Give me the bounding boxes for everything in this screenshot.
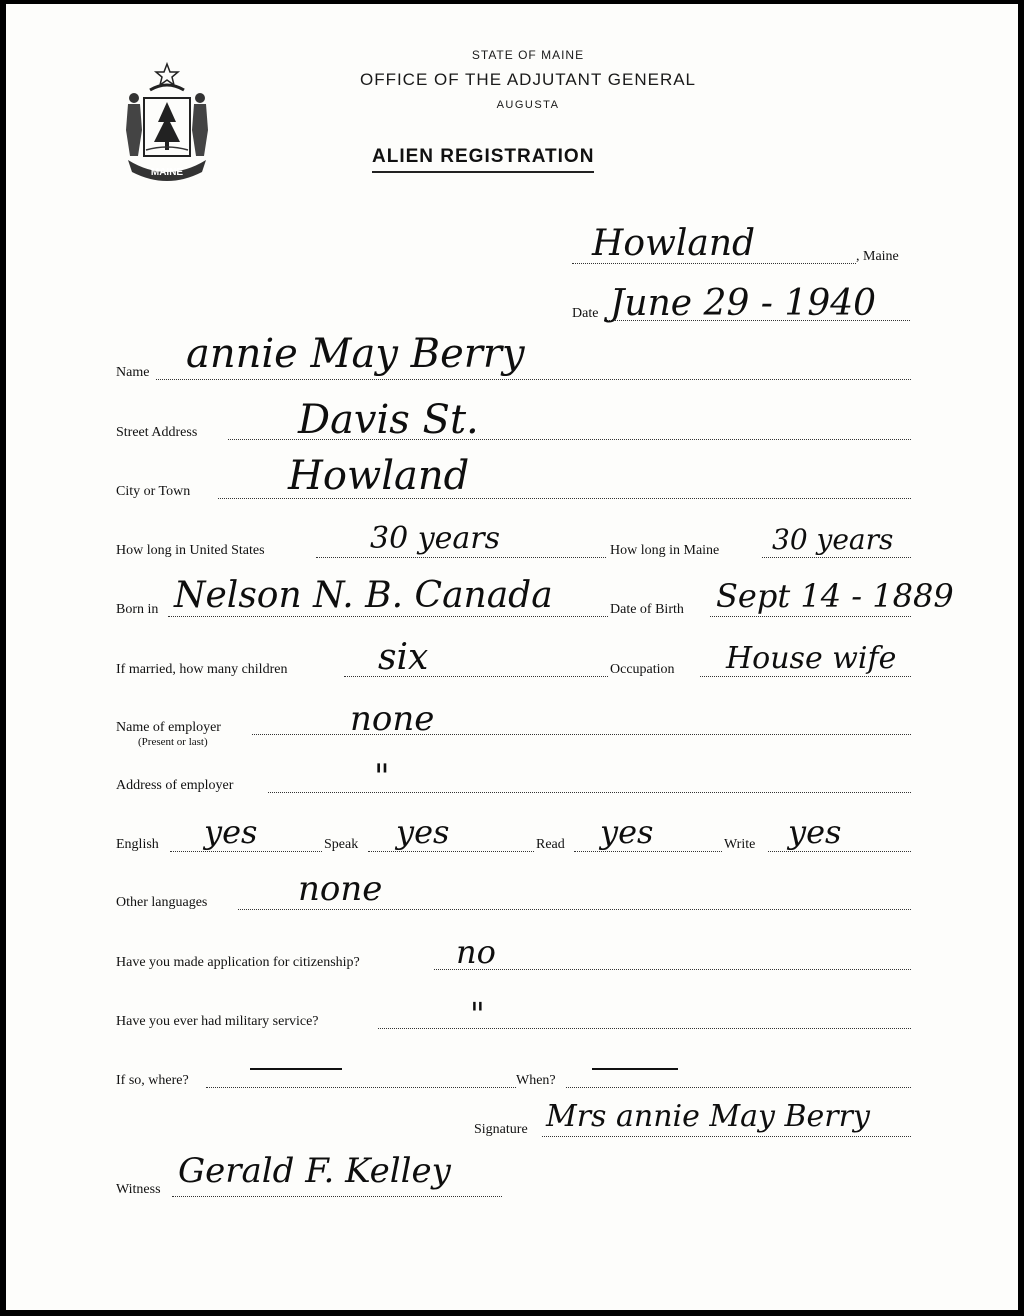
city-heading: AUGUSTA: [496, 99, 560, 111]
occupation-line: [700, 676, 911, 677]
if-so-where-label: If so, where?: [116, 1073, 189, 1088]
signature-label: Signature: [474, 1122, 528, 1137]
how-long-us-line: [316, 557, 606, 558]
read-line: [574, 851, 722, 852]
employer-name-label: Name of employer: [116, 720, 221, 735]
citizenship-value: no: [456, 933, 496, 971]
witness-label: Witness: [116, 1182, 161, 1197]
how-long-maine-label: How long in Maine: [610, 543, 720, 558]
speak-line: [368, 851, 534, 852]
english-label: English: [116, 837, 159, 852]
citizenship-line: [434, 969, 911, 970]
city-or-town-label: City or Town: [116, 484, 191, 499]
state-heading: STATE OF MAINE: [471, 48, 585, 62]
seal-motto: MAINE: [150, 167, 184, 178]
street-address-label: Street Address: [116, 425, 198, 440]
registration-form: [6, 4, 1018, 1310]
other-languages-label: Other languages: [116, 895, 208, 910]
date-of-birth-label: Date of Birth: [610, 602, 684, 617]
write-line: [768, 851, 911, 852]
english-line: [170, 851, 322, 852]
how-long-maine-line: [762, 557, 911, 558]
where-blank-dash: [250, 1068, 342, 1070]
when-label: When?: [516, 1073, 556, 1088]
how-long-maine-value: 30 years: [772, 523, 894, 556]
military-line: [378, 1028, 911, 1029]
if-so-where-line: [206, 1087, 516, 1088]
how-long-us-value: 30 years: [370, 521, 501, 556]
english-value: yes: [204, 813, 258, 851]
speak-value: yes: [396, 813, 450, 851]
employer-address-value: ": [374, 757, 390, 797]
born-in-line: [168, 616, 608, 617]
write-label: Write: [724, 837, 756, 852]
children-value: six: [378, 637, 429, 678]
employer-name-value: none: [350, 699, 435, 739]
military-label: Have you ever had military service?: [116, 1014, 319, 1029]
street-address-value: Davis St.: [298, 397, 479, 443]
occupation-label: Occupation: [610, 662, 675, 677]
occupation-value: House wife: [726, 641, 897, 676]
when-blank-dash: [592, 1068, 678, 1070]
born-in-label: Born in: [116, 602, 159, 617]
office-heading: OFFICE OF THE ADJUTANT GENERAL: [359, 70, 697, 89]
date-of-birth-value: Sept 14 - 1889: [716, 577, 954, 615]
employer-address-label: Address of employer: [116, 778, 234, 793]
read-label: Read: [536, 837, 565, 852]
signature-line: [542, 1136, 911, 1137]
name-line: [156, 379, 911, 380]
date-label: Date: [572, 306, 599, 321]
employer-address-line: [268, 792, 911, 793]
married-children-label: If married, how many children: [116, 662, 288, 677]
citizenship-label: Have you made application for citizenship?: [116, 955, 360, 970]
date-of-birth-line: [710, 616, 911, 617]
write-value: yes: [788, 813, 842, 851]
how-long-us-label: How long in United States: [116, 543, 265, 558]
employer-note-label: (Present or last): [138, 736, 208, 748]
name-label: Name: [116, 365, 150, 380]
witness-line: [172, 1196, 502, 1197]
town-value: Howland: [592, 223, 756, 264]
city-or-town-value: Howland: [288, 453, 470, 499]
other-languages-line: [238, 909, 911, 910]
speak-label: Speak: [324, 837, 359, 852]
witness-value: Gerald F. Kelley: [178, 1151, 451, 1191]
when-line: [566, 1087, 911, 1088]
military-value: ": [470, 995, 485, 1033]
other-languages-value: none: [298, 869, 383, 909]
date-value: June 29 - 1940: [610, 283, 877, 324]
read-value: yes: [600, 813, 654, 851]
maine-label: , Maine: [856, 249, 899, 264]
form-title: ALIEN REGISTRATION: [372, 146, 594, 173]
signature-value: Mrs annie May Berry: [546, 1099, 870, 1134]
name-value: annie May Berry: [186, 331, 525, 377]
born-in-value: Nelson N. B. Canada: [174, 575, 553, 616]
